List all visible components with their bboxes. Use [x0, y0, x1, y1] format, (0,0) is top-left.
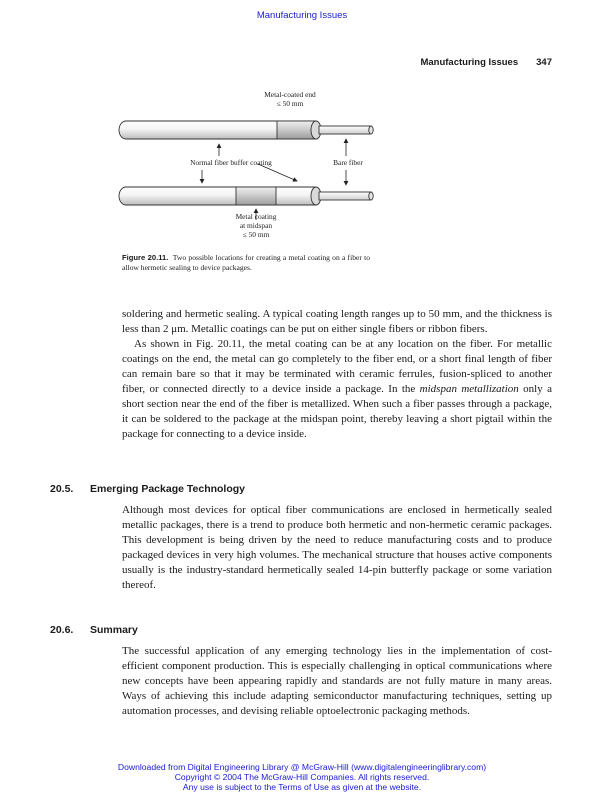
body-text-top [122, 307, 552, 442]
label-buffer-coating: Normal fiber buffer coating [190, 158, 272, 167]
bare-fiber-bottom [319, 192, 371, 200]
footer-download-link[interactable]: Downloaded from Digital Engineering Library @ McGraw-Hill (www.digitalengineeringlibrary.com) [117, 762, 487, 772]
figure-caption [122, 253, 370, 273]
bare-fiber-top [319, 126, 371, 134]
section-number: 20.5. [50, 483, 74, 495]
section-20-6-text: The successful application of any emerging technology lies in the implementation of cost-efficient component production. This is especially challenging in optical communications where new concepts have been appearing rapidly and standards are not fully mature in many areas. Ways of achieving this include adapting semiconductor manufacturing techniques, setting up automation processes, and devising reliable optoelectronic packaging methods. [122, 645, 552, 717]
label-metal-coated-end: Metal-coated end [264, 90, 316, 99]
running-head [300, 57, 552, 68]
footer [0, 762, 604, 792]
caption-text: Two possible locations for creating a metal coating on a fiber to allow hermetic sealing to device packages. [122, 253, 371, 272]
fiber-top [119, 121, 373, 139]
section-title: Summary [90, 624, 138, 636]
fiber-bottom [119, 187, 373, 205]
label-metal-coating: Metal coating [235, 212, 277, 221]
label-metal-coated-end-length: ≤ 50 mm [276, 99, 304, 108]
label-at-midspan: at midspan [239, 221, 273, 230]
section-number: 20.6. [50, 624, 74, 636]
section-heading-20-6 [50, 624, 550, 636]
footer-copyright: Copyright © 2004 The McGraw-Hill Companies. All rights reserved. [174, 772, 430, 782]
metal-coating-midspan [236, 187, 276, 205]
metal-coated-end [277, 121, 316, 139]
section-20-5-text: Although most devices for optical fiber communications are enclosed in hermetically sealed metallic packages, there is a trend to produce both hermetic and non-hermetic ceramic packages. This development is being driven by the need to reduce manufacturing costs and to produce packaged devices in very high volumes. The mechanical structure that houses active components usually is the industry-standard hermetically sealed 14-pin butterfly package or some variation thereof. [122, 504, 552, 591]
section-heading-20-5 [50, 483, 550, 495]
label-bare-fiber: Bare fiber [333, 158, 363, 167]
section-title: Emerging Package Technology [90, 483, 246, 495]
fiber-diagram [110, 82, 380, 254]
paragraph-coating-length: soldering and hermetic sealing. A typical coating length ranges up to 50 mm, and the thickness is less than 2 μm. Metallic coatings can be put on either single fibers or ribbon fibers. [122, 308, 552, 335]
annotation-arrows [202, 139, 346, 220]
page-number: 347 [536, 57, 552, 68]
footer-terms-link[interactable]: Any use is subject to the Terms of Use as given at the website. [182, 782, 422, 792]
label-midspan-length: ≤ 50 mm [242, 230, 270, 239]
running-head-title: Manufacturing Issues [420, 57, 519, 68]
caption-number: Figure 20.11. [122, 253, 169, 262]
figure-20-11 [110, 82, 380, 254]
paragraph-metal-coating-location: As shown in Fig. 20.11, the metal coating can be at any location on the fiber. For metallic coatings on the end, the metal can go completely to the fiber end, or a short final length of fiber can remain bare so that it may be terminated with ceramic ferrules, fusion-spliced to another fiber, or connected directly to a device inside a package. In the midspan metallization only a short section near the end of the fiber is metallized. When such a fiber passes through a package, it can be soldered to the package at the midspan point, thereby leaving a short pigtail within the package for connecting to a device inside. [122, 338, 552, 440]
midspan-metallization-term: midspan metallization [419, 383, 519, 395]
top-banner: Manufacturing Issues [256, 10, 348, 21]
